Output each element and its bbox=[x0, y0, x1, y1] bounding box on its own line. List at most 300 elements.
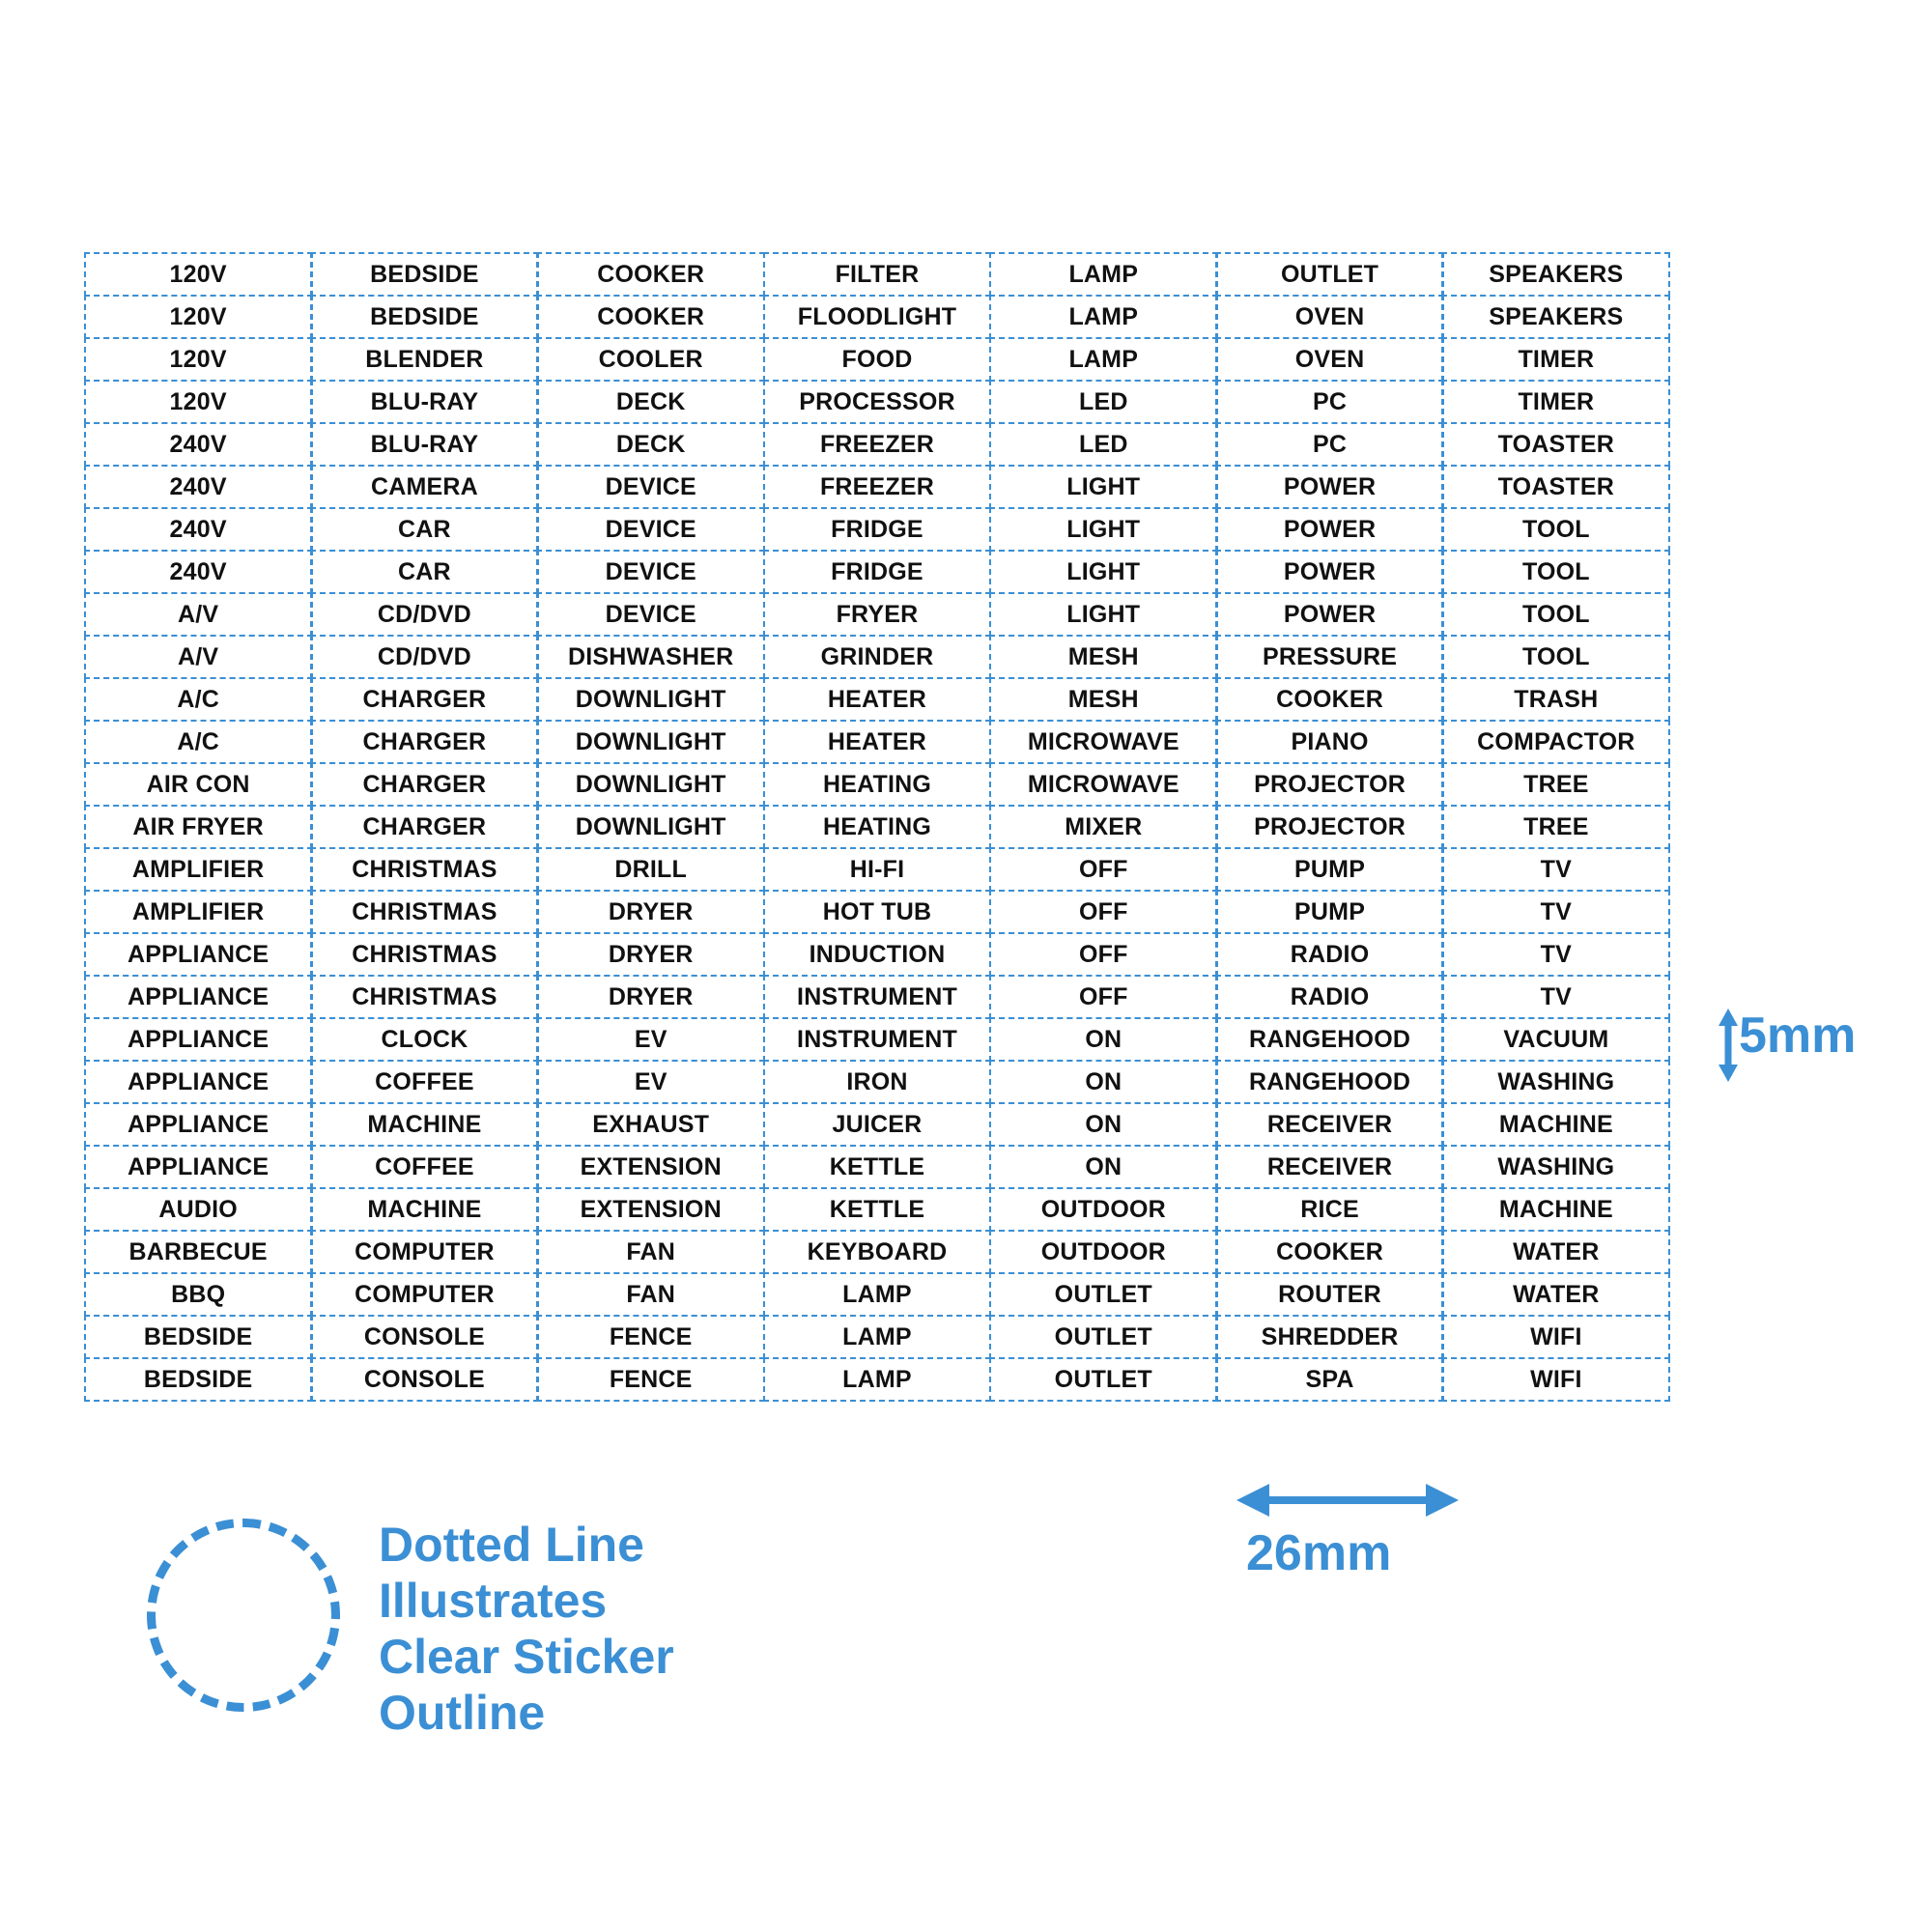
sticker-label: ROUTER bbox=[1278, 1280, 1381, 1308]
sticker-label: MESH bbox=[1067, 685, 1139, 713]
sticker-label: LAMP bbox=[842, 1365, 912, 1393]
sticker-cell bbox=[763, 422, 992, 468]
sticker-cell bbox=[1441, 337, 1670, 383]
sticker-cell bbox=[1441, 550, 1670, 595]
sticker-cell bbox=[989, 890, 1218, 935]
sticker-cell bbox=[1215, 1230, 1444, 1275]
sticker-cell bbox=[1441, 1230, 1670, 1275]
sticker-label: OFF bbox=[1078, 855, 1128, 883]
legend-line-3: Clear Sticker bbox=[379, 1630, 674, 1684]
sticker-label: BEDSIDE bbox=[143, 1365, 253, 1393]
sticker-label: CD/DVD bbox=[377, 600, 471, 628]
sticker-label: TOASTER bbox=[1497, 472, 1615, 500]
sticker-cell bbox=[84, 1357, 313, 1403]
sticker-cell bbox=[1215, 465, 1444, 510]
sticker-cell bbox=[763, 847, 992, 893]
sticker-label: TOOL bbox=[1521, 515, 1590, 543]
sticker-cell bbox=[310, 592, 539, 638]
sticker-label: INSTRUMENT bbox=[797, 982, 957, 1010]
sticker-label: POWER bbox=[1283, 515, 1377, 543]
legend-text bbox=[379, 1517, 674, 1741]
sticker-cell bbox=[989, 592, 1218, 638]
sticker-label: HOT TUB bbox=[822, 897, 932, 925]
sticker-cell bbox=[1215, 380, 1444, 425]
sticker-cell bbox=[84, 932, 313, 978]
sticker-label: EXTENSION bbox=[580, 1195, 722, 1223]
sticker-cell bbox=[989, 507, 1218, 553]
sticker-label: PIANO bbox=[1291, 727, 1369, 755]
sticker-label: MIXER bbox=[1065, 812, 1143, 840]
sticker-cell bbox=[1215, 975, 1444, 1020]
sticker-label: PROJECTOR bbox=[1254, 812, 1406, 840]
sticker-cell bbox=[1441, 635, 1670, 680]
sticker-cell bbox=[1441, 720, 1670, 765]
sticker-cell bbox=[536, 1060, 765, 1105]
sticker-label: FRYER bbox=[836, 600, 919, 628]
sticker-label: CAR bbox=[398, 557, 451, 585]
sticker-cell bbox=[310, 1315, 539, 1360]
sticker-cell bbox=[1441, 507, 1670, 553]
sticker-cell bbox=[763, 805, 992, 850]
sticker-label: PRESSURE bbox=[1262, 642, 1398, 670]
sticker-label: MACHINE bbox=[367, 1195, 482, 1223]
sticker-cell bbox=[84, 1315, 313, 1360]
sticker-label: BBQ bbox=[171, 1280, 226, 1308]
sticker-label: DRYER bbox=[608, 940, 694, 968]
sticker-cell bbox=[1215, 422, 1444, 468]
sticker-cell bbox=[763, 635, 992, 680]
sticker-cell bbox=[1441, 592, 1670, 638]
sticker-cell bbox=[536, 762, 765, 808]
sticker-cell bbox=[1215, 1357, 1444, 1403]
sticker-label: OVEN bbox=[1294, 302, 1365, 330]
sticker-label: PROJECTOR bbox=[1254, 770, 1406, 798]
sticker-label: APPLIANCE bbox=[128, 982, 270, 1010]
sticker-label: APPLIANCE bbox=[128, 1152, 270, 1180]
sticker-cell bbox=[1215, 1102, 1444, 1148]
sticker-label: GRINDER bbox=[820, 642, 934, 670]
width-dimension-label: 26mm bbox=[1246, 1525, 1392, 1581]
sticker-label: HEATING bbox=[822, 812, 932, 840]
sticker-cell bbox=[84, 295, 313, 340]
sticker-cell bbox=[989, 1145, 1218, 1190]
sticker-cell bbox=[310, 975, 539, 1020]
height-dimension-label: 5mm bbox=[1739, 1008, 1857, 1064]
sticker-label: WIFI bbox=[1530, 1365, 1582, 1393]
sticker-label: ON bbox=[1085, 1067, 1122, 1095]
sticker-cell bbox=[1215, 1272, 1444, 1318]
sticker-label: APPLIANCE bbox=[128, 1067, 270, 1095]
sticker-label: FRIDGE bbox=[831, 557, 923, 585]
sticker-cell bbox=[989, 1272, 1218, 1318]
sticker-label: TOOL bbox=[1521, 557, 1590, 585]
sticker-cell bbox=[1215, 592, 1444, 638]
sticker-cell bbox=[310, 762, 539, 808]
sticker-cell bbox=[84, 422, 313, 468]
sticker-cell bbox=[310, 337, 539, 383]
sticker-cell bbox=[84, 975, 313, 1020]
sticker-label: COMPUTER bbox=[355, 1280, 495, 1308]
sticker-cell bbox=[1215, 550, 1444, 595]
sticker-label: FRIDGE bbox=[831, 515, 923, 543]
sticker-cell bbox=[1215, 932, 1444, 978]
sticker-cell bbox=[989, 805, 1218, 850]
sticker-label: CHARGER bbox=[362, 770, 487, 798]
sticker-label: DISHWASHER bbox=[567, 642, 734, 670]
sticker-label: ON bbox=[1085, 1025, 1122, 1053]
sticker-label: APPLIANCE bbox=[128, 940, 270, 968]
sticker-label: MICROWAVE bbox=[1027, 770, 1179, 798]
sticker-cell bbox=[1441, 1102, 1670, 1148]
sticker-label: OUTLET bbox=[1280, 260, 1379, 288]
sticker-cell bbox=[310, 465, 539, 510]
sticker-grid bbox=[85, 253, 1669, 1401]
sticker-label: PC bbox=[1312, 387, 1348, 415]
sticker-cell bbox=[1215, 507, 1444, 553]
sticker-label: MACHINE bbox=[367, 1110, 482, 1138]
sticker-label: CD/DVD bbox=[377, 642, 471, 670]
sticker-label: TOOL bbox=[1521, 642, 1590, 670]
sticker-cell bbox=[763, 677, 992, 723]
sticker-label: DECK bbox=[615, 387, 686, 415]
sticker-cell bbox=[989, 1102, 1218, 1148]
sticker-cell bbox=[310, 422, 539, 468]
sticker-cell bbox=[1441, 1357, 1670, 1403]
sticker-label: TV bbox=[1540, 897, 1573, 925]
sticker-label: CAMERA bbox=[370, 472, 478, 500]
sticker-cell bbox=[1441, 1017, 1670, 1063]
sticker-cell bbox=[536, 1187, 765, 1233]
sticker-cell bbox=[536, 847, 765, 893]
sticker-label: BEDSIDE bbox=[370, 302, 479, 330]
sticker-label: APPLIANCE bbox=[128, 1025, 270, 1053]
sticker-cell bbox=[1215, 1060, 1444, 1105]
sticker-label: DRILL bbox=[614, 855, 687, 883]
sticker-label: 120V bbox=[169, 260, 227, 288]
sticker-cell bbox=[1441, 1272, 1670, 1318]
sticker-label: SPEAKERS bbox=[1489, 302, 1624, 330]
sticker-label: APPLIANCE bbox=[128, 1110, 270, 1138]
sticker-label: DECK bbox=[615, 430, 686, 458]
sticker-cell bbox=[84, 252, 313, 298]
sticker-label: COOKER bbox=[597, 260, 705, 288]
sticker-cell bbox=[536, 1315, 765, 1360]
sticker-cell bbox=[1215, 677, 1444, 723]
sticker-label: BLU-RAY bbox=[370, 430, 479, 458]
sticker-label: CHRISTMAS bbox=[352, 855, 497, 883]
sticker-label: IRON bbox=[846, 1067, 908, 1095]
sticker-cell bbox=[1215, 762, 1444, 808]
sticker-cell bbox=[763, 1230, 992, 1275]
sticker-label: AIR CON bbox=[146, 770, 250, 798]
sticker-label: CAR bbox=[398, 515, 451, 543]
sticker-label: FREEZER bbox=[819, 472, 935, 500]
sticker-cell bbox=[310, 1272, 539, 1318]
sticker-label: RECEIVER bbox=[1266, 1110, 1393, 1138]
sticker-label: HEATER bbox=[827, 727, 927, 755]
sticker-cell bbox=[84, 677, 313, 723]
sticker-cell bbox=[1441, 847, 1670, 893]
sticker-label: SPEAKERS bbox=[1489, 260, 1624, 288]
sticker-label: LAMP bbox=[842, 1322, 912, 1350]
sticker-cell bbox=[1215, 847, 1444, 893]
sticker-label: TV bbox=[1540, 940, 1573, 968]
sticker-label: EV bbox=[634, 1067, 668, 1095]
sticker-cell bbox=[536, 1102, 765, 1148]
sticker-label: COOKER bbox=[1276, 1237, 1384, 1265]
sticker-cell bbox=[1441, 932, 1670, 978]
sticker-cell bbox=[536, 1017, 765, 1063]
sticker-label: OUTDOOR bbox=[1040, 1195, 1166, 1223]
sticker-cell bbox=[763, 592, 992, 638]
sticker-label: OFF bbox=[1078, 940, 1128, 968]
sticker-label: LIGHT bbox=[1066, 515, 1141, 543]
sticker-label: EXTENSION bbox=[580, 1152, 722, 1180]
sticker-label: PUMP bbox=[1294, 855, 1366, 883]
sticker-label: KETTLE bbox=[829, 1152, 925, 1180]
sticker-label: TV bbox=[1540, 982, 1573, 1010]
sticker-label: BLU-RAY bbox=[370, 387, 479, 415]
sticker-cell bbox=[310, 890, 539, 935]
sticker-cell bbox=[763, 975, 992, 1020]
sticker-label: LED bbox=[1078, 387, 1128, 415]
sticker-cell bbox=[763, 337, 992, 383]
sticker-cell bbox=[536, 1145, 765, 1190]
sticker-cell bbox=[84, 592, 313, 638]
sticker-cell bbox=[989, 550, 1218, 595]
sticker-label: A/C bbox=[177, 685, 219, 713]
sticker-label: 240V bbox=[169, 430, 227, 458]
sticker-label: EV bbox=[634, 1025, 668, 1053]
sticker-label: AIR FRYER bbox=[132, 812, 264, 840]
sticker-cell bbox=[536, 805, 765, 850]
sticker-cell bbox=[1215, 890, 1444, 935]
sticker-label: PC bbox=[1312, 430, 1348, 458]
sticker-label: KETTLE bbox=[829, 1195, 925, 1223]
sticker-cell bbox=[310, 1357, 539, 1403]
clear-sticker-outline-circle bbox=[147, 1519, 340, 1712]
sticker-label: LAMP bbox=[1068, 302, 1139, 330]
sticker-cell bbox=[763, 465, 992, 510]
sticker-cell bbox=[84, 465, 313, 510]
sticker-cell bbox=[763, 380, 992, 425]
sticker-cell bbox=[1441, 1145, 1670, 1190]
sticker-label: COFFEE bbox=[375, 1067, 474, 1095]
sticker-label: LIGHT bbox=[1066, 600, 1141, 628]
sticker-label: EXHAUST bbox=[592, 1110, 710, 1138]
legend-line-4: Outline bbox=[379, 1686, 546, 1740]
sticker-label: LIGHT bbox=[1066, 472, 1141, 500]
sticker-label: RANGEHOOD bbox=[1249, 1067, 1411, 1095]
sticker-cell bbox=[310, 252, 539, 298]
sticker-label: MESH bbox=[1067, 642, 1139, 670]
sticker-label: OUTLET bbox=[1054, 1322, 1152, 1350]
sticker-cell bbox=[536, 677, 765, 723]
sticker-cell bbox=[536, 720, 765, 765]
sticker-label: POWER bbox=[1283, 472, 1377, 500]
sticker-label: DEVICE bbox=[605, 600, 696, 628]
sticker-cell bbox=[84, 507, 313, 553]
sticker-cell bbox=[84, 550, 313, 595]
sticker-label: CLOCK bbox=[381, 1025, 469, 1053]
sticker-cell bbox=[989, 337, 1218, 383]
sticker-cell bbox=[536, 337, 765, 383]
sticker-label: RANGEHOOD bbox=[1249, 1025, 1411, 1053]
sticker-label: DOWNLIGHT bbox=[575, 685, 726, 713]
sticker-cell bbox=[1441, 422, 1670, 468]
sticker-cell bbox=[989, 847, 1218, 893]
sticker-cell bbox=[536, 252, 765, 298]
sticker-cell bbox=[310, 720, 539, 765]
sticker-cell bbox=[536, 1357, 765, 1403]
sticker-label: TIMER bbox=[1518, 387, 1595, 415]
sticker-label: COMPUTER bbox=[355, 1237, 495, 1265]
sticker-cell bbox=[763, 1357, 992, 1403]
sticker-label: RECEIVER bbox=[1266, 1152, 1393, 1180]
sticker-cell bbox=[989, 1017, 1218, 1063]
sticker-cell bbox=[310, 295, 539, 340]
sticker-label: DRYER bbox=[608, 897, 694, 925]
sticker-cell bbox=[1215, 295, 1444, 340]
sticker-cell bbox=[536, 1230, 765, 1275]
sticker-label: 240V bbox=[169, 472, 227, 500]
sticker-cell bbox=[989, 720, 1218, 765]
sticker-cell bbox=[1215, 720, 1444, 765]
sticker-label: 120V bbox=[169, 302, 227, 330]
sticker-label: HEATING bbox=[822, 770, 932, 798]
sticker-cell bbox=[763, 1017, 992, 1063]
sticker-cell bbox=[989, 465, 1218, 510]
sticker-cell bbox=[763, 762, 992, 808]
sticker-cell bbox=[536, 422, 765, 468]
sticker-label: MICROWAVE bbox=[1027, 727, 1179, 755]
sticker-label: RADIO bbox=[1290, 940, 1370, 968]
sticker-label: TRASH bbox=[1514, 685, 1599, 713]
sticker-cell bbox=[536, 465, 765, 510]
sticker-cell bbox=[1215, 252, 1444, 298]
sticker-cell bbox=[763, 1060, 992, 1105]
sticker-label: MACHINE bbox=[1498, 1195, 1613, 1223]
sticker-cell bbox=[1441, 1060, 1670, 1105]
sticker-label: DEVICE bbox=[605, 472, 696, 500]
sticker-label: COOLER bbox=[598, 345, 703, 373]
sticker-label: POWER bbox=[1283, 557, 1377, 585]
sticker-label: 120V bbox=[169, 345, 227, 373]
sticker-label: INDUCTION bbox=[809, 940, 946, 968]
sticker-cell bbox=[84, 1102, 313, 1148]
sticker-label: AUDIO bbox=[158, 1195, 238, 1223]
sticker-cell bbox=[763, 1145, 992, 1190]
sticker-cell bbox=[763, 252, 992, 298]
sticker-label: FENCE bbox=[609, 1322, 693, 1350]
sticker-label: BLENDER bbox=[365, 345, 484, 373]
sticker-label: LAMP bbox=[1068, 260, 1139, 288]
sticker-cell bbox=[989, 1315, 1218, 1360]
sticker-label: CHARGER bbox=[362, 727, 487, 755]
sticker-cell bbox=[84, 1230, 313, 1275]
sticker-cell bbox=[536, 635, 765, 680]
sticker-label: 120V bbox=[169, 387, 227, 415]
sticker-cell bbox=[763, 1187, 992, 1233]
sticker-cell bbox=[763, 1272, 992, 1318]
sticker-label: BEDSIDE bbox=[143, 1322, 253, 1350]
sticker-cell bbox=[1215, 805, 1444, 850]
sticker-label: OFF bbox=[1078, 897, 1128, 925]
sticker-cell bbox=[84, 380, 313, 425]
sticker-cell bbox=[310, 635, 539, 680]
sticker-cell bbox=[310, 932, 539, 978]
sticker-cell bbox=[310, 380, 539, 425]
sticker-cell bbox=[1441, 677, 1670, 723]
sticker-label: LIGHT bbox=[1066, 557, 1141, 585]
sticker-cell bbox=[1215, 1145, 1444, 1190]
sticker-label: RADIO bbox=[1290, 982, 1370, 1010]
legend-line-1: Dotted Line bbox=[379, 1518, 644, 1572]
sticker-cell bbox=[989, 635, 1218, 680]
sticker-label: FAN bbox=[626, 1280, 675, 1308]
sticker-cell bbox=[1441, 805, 1670, 850]
sticker-cell bbox=[84, 1017, 313, 1063]
sticker-cell bbox=[989, 932, 1218, 978]
sticker-label: RICE bbox=[1300, 1195, 1359, 1223]
sticker-label: ON bbox=[1085, 1152, 1122, 1180]
sticker-cell bbox=[1441, 465, 1670, 510]
sticker-label: TV bbox=[1540, 855, 1573, 883]
sticker-cell bbox=[763, 720, 992, 765]
sticker-label: FAN bbox=[626, 1237, 675, 1265]
sticker-label: OUTLET bbox=[1054, 1365, 1152, 1393]
sticker-cell bbox=[989, 677, 1218, 723]
sticker-cell bbox=[989, 762, 1218, 808]
sticker-label: FILTER bbox=[835, 260, 920, 288]
sticker-cell bbox=[84, 847, 313, 893]
sticker-label: PROCESSOR bbox=[799, 387, 955, 415]
sticker-label: POWER bbox=[1283, 600, 1377, 628]
sticker-label: OUTLET bbox=[1054, 1280, 1152, 1308]
sticker-cell bbox=[1215, 1017, 1444, 1063]
sticker-cell bbox=[763, 295, 992, 340]
sticker-label: OVEN bbox=[1294, 345, 1365, 373]
sticker-cell bbox=[536, 507, 765, 553]
sticker-label: 240V bbox=[169, 557, 227, 585]
legend-line-2: Illustrates bbox=[379, 1574, 608, 1628]
sticker-cell bbox=[536, 550, 765, 595]
sticker-label: DRYER bbox=[608, 982, 694, 1010]
sticker-label: COMPACTOR bbox=[1477, 727, 1635, 755]
sticker-cell bbox=[310, 1230, 539, 1275]
sticker-label: FLOODLIGHT bbox=[797, 302, 957, 330]
sticker-cell bbox=[84, 1060, 313, 1105]
sticker-label: LED bbox=[1078, 430, 1128, 458]
sticker-cell bbox=[1215, 337, 1444, 383]
sticker-label: HI-FI bbox=[849, 855, 905, 883]
sticker-label: OUTDOOR bbox=[1040, 1237, 1166, 1265]
sticker-label: CHRISTMAS bbox=[352, 897, 497, 925]
sticker-cell bbox=[1441, 1187, 1670, 1233]
sticker-label: CHRISTMAS bbox=[352, 940, 497, 968]
sticker-cell bbox=[989, 1187, 1218, 1233]
sticker-cell bbox=[989, 252, 1218, 298]
sticker-cell bbox=[84, 720, 313, 765]
sticker-label: DOWNLIGHT bbox=[575, 770, 726, 798]
sticker-label: CONSOLE bbox=[363, 1365, 485, 1393]
sticker-cell bbox=[84, 890, 313, 935]
sticker-cell bbox=[989, 380, 1218, 425]
sticker-cell bbox=[1441, 975, 1670, 1020]
sticker-cell bbox=[763, 507, 992, 553]
sticker-label: TIMER bbox=[1518, 345, 1595, 373]
sticker-label: BARBECUE bbox=[128, 1237, 268, 1265]
